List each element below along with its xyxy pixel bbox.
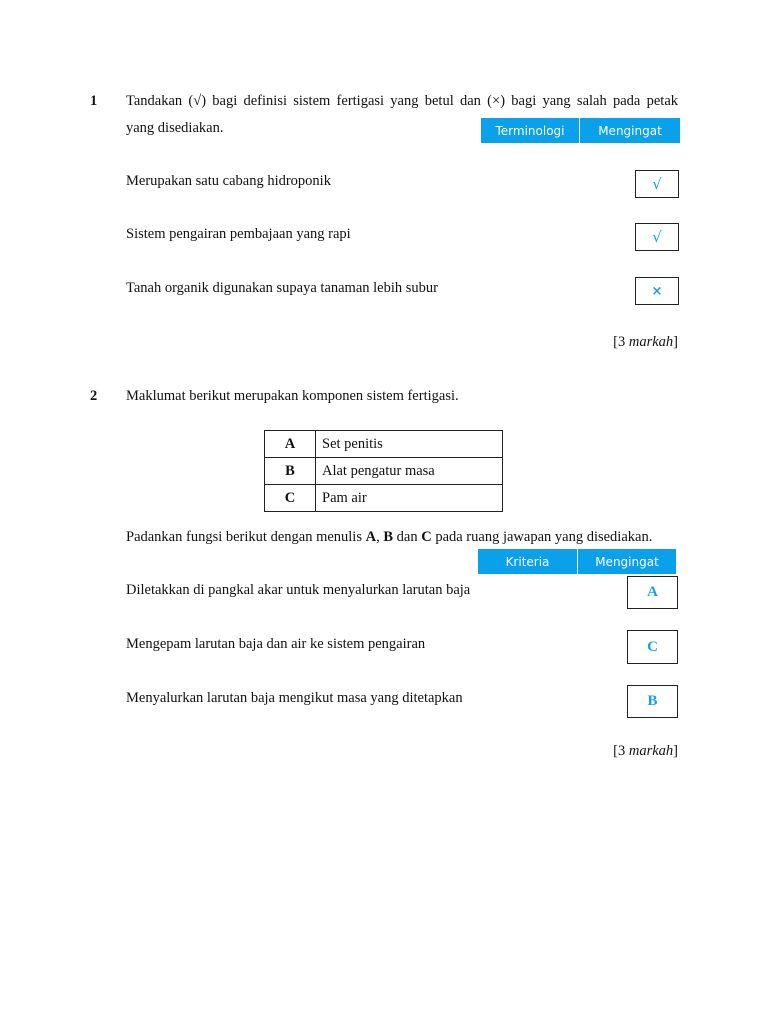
answer-box-2[interactable]: √ — [635, 223, 679, 251]
question-2-item-2: Mengepam larutan baja dan air ke sistem pengairan — [126, 636, 426, 652]
answer-box-3[interactable]: × — [635, 277, 679, 305]
question-2-marks: [3 markah] — [613, 743, 678, 759]
question-1-item-3: Tanah organik digunakan supaya tanaman lebih subur — [126, 280, 438, 296]
tag-kriteria: Kriteria — [478, 549, 577, 574]
component-value: Set penitis — [316, 431, 503, 458]
question-2-item-1: Diletakkan di pangkal akar untuk menyalurkan larutan baja — [126, 582, 471, 598]
component-key: A — [265, 431, 316, 458]
component-key: C — [265, 485, 316, 512]
question-1-marks: [3 markah] — [613, 334, 678, 350]
answer-box-1[interactable]: √ — [635, 170, 679, 198]
answer-box-6[interactable]: B — [627, 685, 678, 718]
tag-mengingat: Mengingat — [577, 549, 676, 574]
component-key: B — [265, 458, 316, 485]
question-2-tag-bar — [478, 549, 676, 574]
table-row — [265, 431, 503, 458]
answer-box-5[interactable]: C — [627, 630, 678, 664]
table-row — [265, 458, 503, 485]
component-value: Pam air — [316, 485, 503, 512]
question-2-item-3: Menyalurkan larutan baja mengikut masa yang ditetapkan — [126, 690, 463, 706]
question-1-item-1: Merupakan satu cabang hidroponik — [126, 173, 331, 189]
question-2-intro: Maklumat berikut merupakan komponen sistem fertigasi. — [126, 388, 459, 404]
tag-mengingat: Mengingat — [579, 118, 680, 143]
question-1-instruction: Tandakan (√) bagi definisi sistem fertigasi yang betul dan (×) bagi yang salah pada petak — [126, 93, 678, 109]
question-2-number: 2 — [90, 388, 98, 404]
answer-box-4[interactable]: A — [627, 576, 678, 609]
question-1-item-2: Sistem pengairan pembajaan yang rapi — [126, 226, 351, 242]
question-1-instruction-cont: yang disediakan. — [126, 120, 224, 136]
component-table — [264, 430, 503, 512]
tag-terminologi: Terminologi — [481, 118, 579, 143]
question-1-tag-bar — [481, 118, 680, 143]
table-row — [265, 485, 503, 512]
question-2-instruction: Padankan fungsi berikut dengan menulis A, B dan C pada ruang jawapan yang disediakan. — [126, 529, 653, 545]
question-1-number: 1 — [90, 93, 98, 109]
component-value: Alat pengatur masa — [316, 458, 503, 485]
